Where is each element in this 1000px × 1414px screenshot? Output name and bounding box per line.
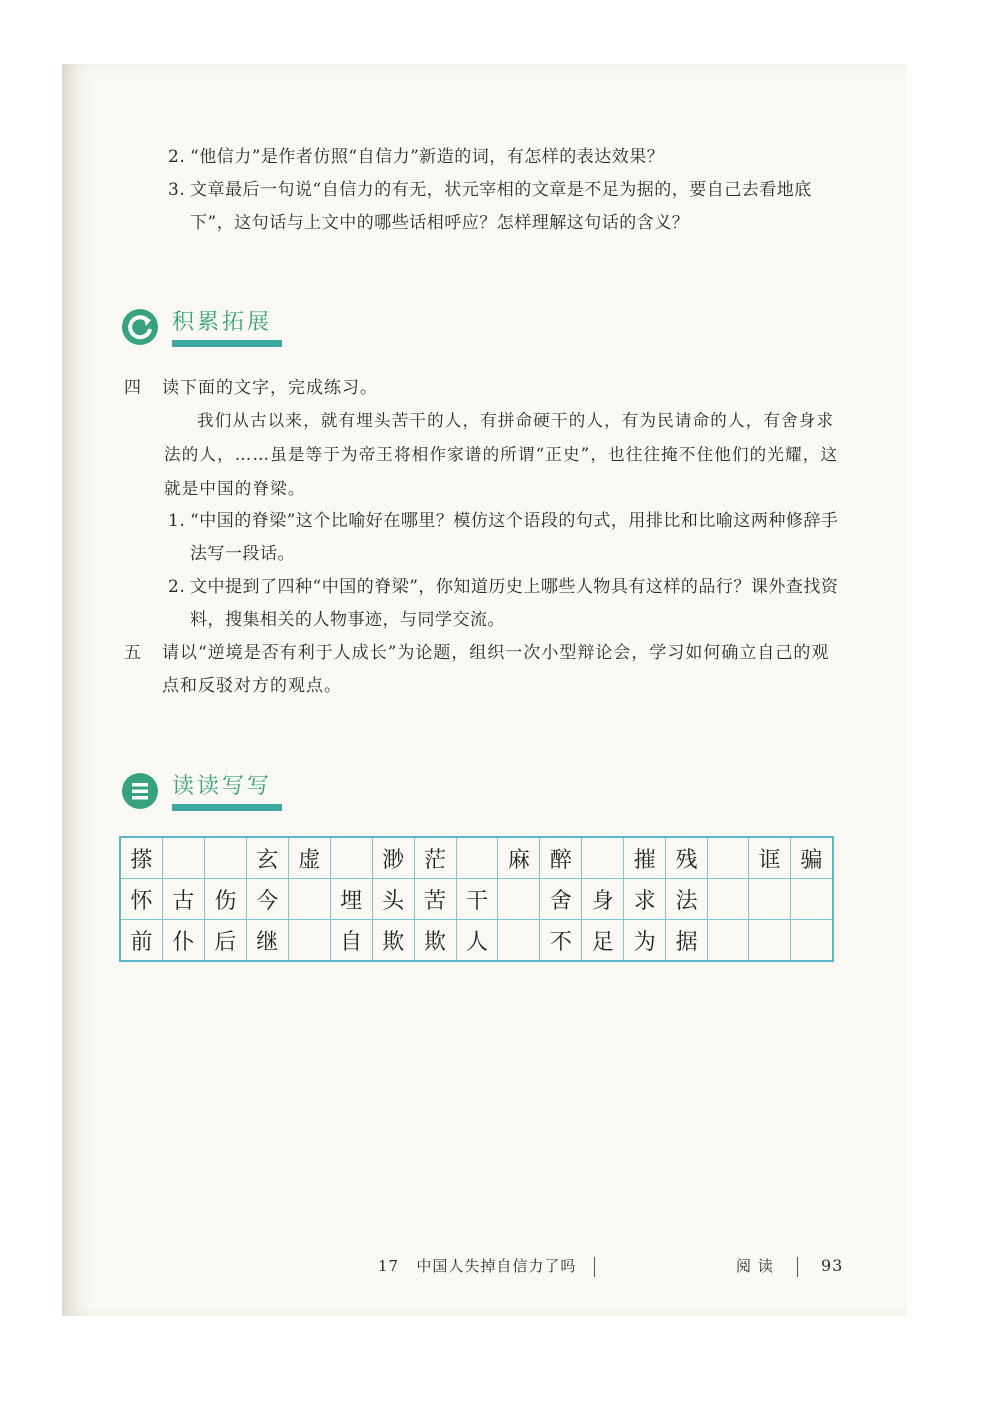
page-number: 93 (820, 1256, 844, 1275)
grid-cell (498, 879, 540, 920)
grid-cell (748, 920, 790, 962)
grid-cell: 今 (246, 879, 288, 920)
grid-cell: 古 (162, 879, 204, 920)
grid-cell: 麻 (498, 837, 540, 879)
grid-cell: 摧 (624, 837, 666, 879)
grid-cell: 残 (666, 837, 708, 879)
section-heading-accumulate (122, 306, 322, 350)
grid-cell: 茫 (414, 837, 456, 879)
grid-row (120, 920, 833, 962)
grid-cell: 为 (624, 920, 666, 962)
grid-cell: 搽 (120, 837, 162, 879)
item-number: 1. (168, 511, 186, 531)
grid-cell: 诓 (748, 837, 790, 879)
title-underline (172, 340, 282, 347)
lesson-title: 中国人失掉自信力了吗 (416, 1257, 577, 1275)
grid-row (120, 837, 833, 879)
grid-cell (708, 837, 749, 879)
exercise-4-item-1 (168, 505, 840, 571)
grid-cell: 求 (624, 879, 666, 920)
section-title: 积累拓展 (172, 310, 273, 335)
grid-cell: 法 (666, 879, 708, 920)
section-heading-read-write (122, 770, 322, 814)
grid-cell: 舍 (540, 879, 582, 920)
footer-divider (797, 1257, 798, 1277)
grid-cell (456, 837, 498, 879)
exercise-4-instruction (124, 372, 844, 405)
grid-cell: 身 (582, 879, 624, 920)
grid-cell: 人 (456, 920, 498, 962)
grid-cell: 自 (330, 920, 372, 962)
grid-cell: 后 (204, 920, 246, 962)
exercise-text: 请以“逆境是否有利于人成长”为论题，组织一次小型辩论会，学习如何确立自己的观点和反驳对方的观点。 (162, 643, 830, 696)
item-text: “中国的脊梁”这个比喻好在哪里？模仿这个语段的句式，用排比和比喻这两种修辞手法写一段话。 (190, 511, 839, 564)
grid-cell: 伤 (204, 879, 246, 920)
title-underline (172, 804, 282, 811)
exercise-4-passage: 我们从古以来，就有埋头苦干的人，有拼命硬干的人，有为民请命的人，有舍身求法的人，……虽是等于为帝王将相作家谱的所谓“正史”，也往往掩不住他们的光耀，这就是中国的脊梁。 (164, 411, 839, 498)
grid-cell (288, 879, 330, 920)
grid-cell: 仆 (162, 920, 204, 962)
lesson-number: 17 (378, 1257, 400, 1275)
exercise-number: 四 (124, 378, 142, 398)
grid-cell: 虚 (288, 837, 330, 879)
question-text: “他信力”是作者仿照“自信力”新造的词，有怎样的表达效果？ (190, 147, 665, 167)
refresh-arrow-icon (122, 309, 158, 345)
footer-section (736, 1255, 843, 1277)
grid-cell: 怀 (120, 879, 162, 920)
grid-cell (330, 837, 372, 879)
question-number: 2. (168, 147, 186, 167)
section-name: 阅 读 (736, 1257, 774, 1275)
grid-row (120, 879, 833, 920)
grid-cell (708, 920, 749, 962)
grid-cell: 埋 (330, 879, 372, 920)
grid-cell: 头 (372, 879, 414, 920)
question-2 (168, 141, 848, 174)
grid-cell: 欺 (372, 920, 414, 962)
grid-cell: 据 (666, 920, 708, 962)
grid-cell (204, 837, 246, 879)
grid-cell: 不 (540, 920, 582, 962)
exercise-4-item-2 (168, 571, 840, 637)
footer-lesson (378, 1255, 595, 1277)
grid-cell (790, 879, 833, 920)
grid-cell (582, 837, 624, 879)
question-3 (168, 174, 848, 240)
grid-cell: 足 (582, 920, 624, 962)
grid-cell: 继 (246, 920, 288, 962)
grid-cell: 骗 (790, 837, 833, 879)
grid-cell (790, 920, 833, 962)
question-text: 文章最后一句说“自信力的有无，状元宰相的文章是不足为据的，要自己去看地底下”，这句话与上文中的哪些话相呼应？怎样理解这句话的含义？ (190, 180, 812, 233)
item-text: 文中提到了四种“中国的脊梁”，你知道历史上哪些人物具有这样的品行？课外查找资料，搜集相关的人物事迹，与同学交流。 (190, 577, 839, 630)
grid-cell: 欺 (414, 920, 456, 962)
grid-cell: 干 (456, 879, 498, 920)
grid-cell: 渺 (372, 837, 414, 879)
grid-cell (708, 879, 749, 920)
grid-cell (748, 879, 790, 920)
grid-cell (288, 920, 330, 962)
question-number: 3. (168, 180, 186, 200)
item-number: 2. (168, 577, 186, 597)
three-lines-icon (122, 773, 158, 809)
word-grid (119, 836, 834, 962)
grid-cell: 醉 (540, 837, 582, 879)
grid-cell: 苦 (414, 879, 456, 920)
footer-divider (594, 1257, 595, 1277)
section-title: 读读写写 (172, 774, 273, 799)
exercise-instruction: 读下面的文字，完成练习。 (162, 378, 378, 398)
exercise-number: 五 (124, 643, 142, 663)
grid-cell: 玄 (246, 837, 288, 879)
exercise-5 (124, 637, 844, 703)
grid-cell (498, 920, 540, 962)
grid-cell (162, 837, 204, 879)
grid-cell: 前 (120, 920, 162, 962)
